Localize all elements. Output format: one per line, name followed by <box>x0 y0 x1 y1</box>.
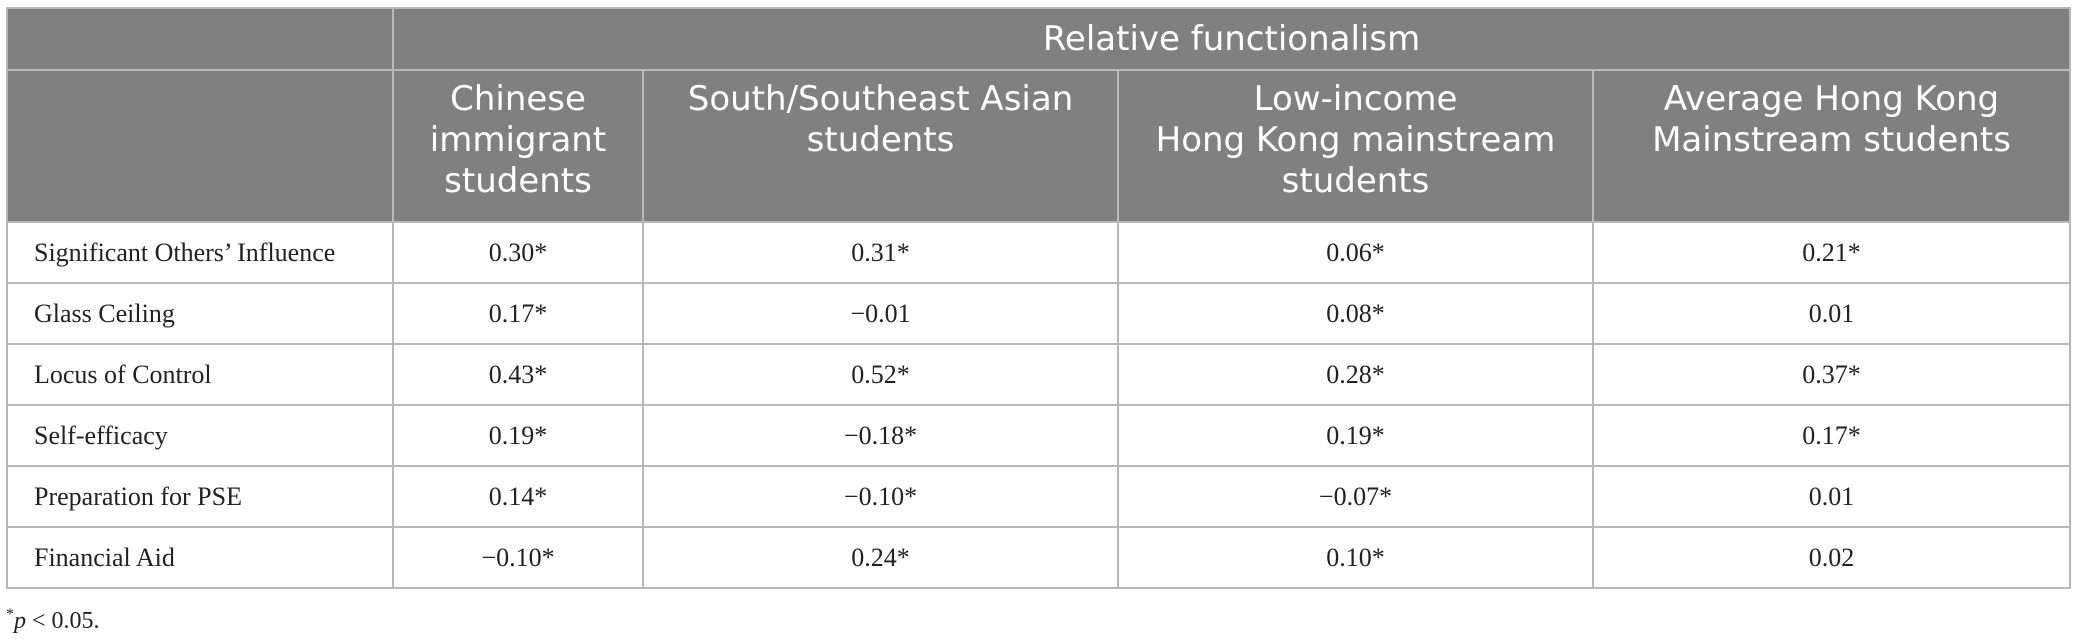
table-cell: −0.10* <box>643 466 1118 527</box>
table-cell: 0.37* <box>1593 344 2070 405</box>
table-cell: 0.19* <box>393 405 643 466</box>
row-label: Preparation for PSE <box>7 466 393 527</box>
table-cell: −0.01 <box>643 283 1118 344</box>
table-cell: 0.31* <box>643 222 1118 283</box>
group-header: Relative functionalism <box>393 8 2070 70</box>
relative-functionalism-table <box>6 7 2071 589</box>
table-cell: −0.18* <box>643 405 1118 466</box>
table-cell: 0.02 <box>1593 527 2070 588</box>
table-cell: 0.43* <box>393 344 643 405</box>
column-header-south-southeast-asian: South/Southeast Asian students <box>643 70 1118 222</box>
row-label: Locus of Control <box>7 344 393 405</box>
table-cell: −0.07* <box>1118 466 1593 527</box>
table-cell: 0.01 <box>1593 466 2070 527</box>
column-header-chinese-immigrant: Chinese immigrant students <box>393 70 643 222</box>
row-label: Financial Aid <box>7 527 393 588</box>
table-row <box>7 283 2070 344</box>
table-cell: 0.19* <box>1118 405 1593 466</box>
table-cell: 0.10* <box>1118 527 1593 588</box>
table-row <box>7 466 2070 527</box>
table-row <box>7 527 2070 588</box>
table-cell: 0.17* <box>1593 405 2070 466</box>
group-header-row <box>7 8 2070 70</box>
table-cell: 0.01 <box>1593 283 2070 344</box>
footnote-mark: * <box>6 606 14 623</box>
column-header-average-mainstream: Average Hong Kong Mainstream students <box>1593 70 2070 222</box>
row-label: Self-efficacy <box>7 405 393 466</box>
table-row <box>7 344 2070 405</box>
table-row <box>7 405 2070 466</box>
row-label: Glass Ceiling <box>7 283 393 344</box>
table-footnote <box>6 606 100 635</box>
empty-header-cell <box>7 70 393 222</box>
table-row <box>7 222 2070 283</box>
row-label: Significant Others’ Influence <box>7 222 393 283</box>
footnote-variable: p <box>14 608 26 634</box>
table-cell: 0.06* <box>1118 222 1593 283</box>
table-cell: 0.17* <box>393 283 643 344</box>
table-cell: 0.08* <box>1118 283 1593 344</box>
table-cell: 0.28* <box>1118 344 1593 405</box>
table-cell: 0.24* <box>643 527 1118 588</box>
column-header-low-income-mainstream: Low-income Hong Kong mainstream students <box>1118 70 1593 222</box>
column-header-row <box>7 70 2070 222</box>
table-cell: −0.10* <box>393 527 643 588</box>
table-cell: 0.30* <box>393 222 643 283</box>
footnote-text: < 0.05. <box>26 608 100 634</box>
empty-corner-cell <box>7 8 393 70</box>
table-cell: 0.52* <box>643 344 1118 405</box>
table-cell: 0.14* <box>393 466 643 527</box>
table-cell: 0.21* <box>1593 222 2070 283</box>
results-table-container <box>6 7 2069 589</box>
